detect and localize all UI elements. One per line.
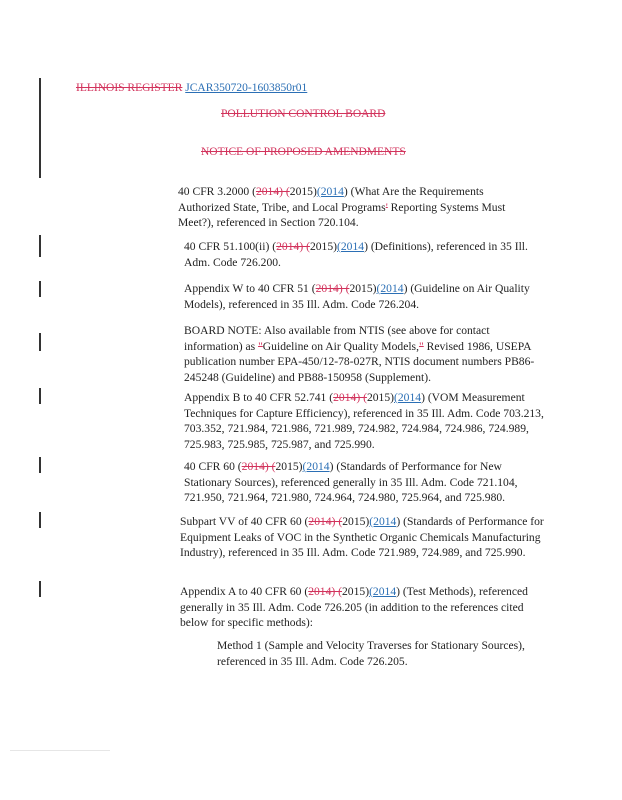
reference-paragraph <box>178 184 538 231</box>
deleted-text: 2014) ( <box>315 282 350 295</box>
board-title: POLLUTION CONTROL BOARD <box>221 108 386 120</box>
reference-paragraph <box>184 390 544 452</box>
deleted-text: " <box>258 339 263 353</box>
text: ) (Test Methods), referenced generally in 35 Ill. Adm. Code 726.205 (in addition to the references cited below for specific methods): <box>180 585 528 630</box>
inserted-text: (2014 <box>394 391 422 404</box>
text: ) (Standards of Performance for New Stationary Sources), referenced generally in 35 Ill. Adm. Code 721.104, 721.950, 721.964, 721.980, 724.964, 724.980, 725.964, and 725.980. <box>184 460 518 505</box>
text: Appendix W to 40 CFR 51 ( <box>184 282 316 295</box>
register-header <box>76 82 307 94</box>
reference-paragraph <box>180 514 544 561</box>
text: 2015) <box>275 460 303 473</box>
deleted-text: 2014) ( <box>241 460 276 473</box>
text: 2015) <box>342 585 370 598</box>
register-deleted: ILLINOIS REGISTER <box>76 82 183 94</box>
inserted-text: (2014 <box>337 240 365 253</box>
text: ) (Definitions), referenced in 35 Ill. Adm. Code 726.200. <box>184 240 528 269</box>
reference-paragraph <box>184 281 544 312</box>
text: Revised 1986, USEPA publication number EPA-450/12-78-027R, NTIS document numbers PB86-245248 (Guideline) and PB88-150958 (Supplement). <box>184 339 535 384</box>
change-bar <box>39 457 41 473</box>
scan-mark <box>10 750 110 751</box>
reference-paragraph <box>184 239 544 270</box>
text: 2015) <box>342 515 370 528</box>
text: ) (Guideline on Air Quality Models), referenced in 35 Ill. Adm. Code 726.204. <box>184 282 530 311</box>
text: 2015) <box>349 282 377 295</box>
inserted-text: (2014 <box>369 585 397 598</box>
text: 2015) <box>309 240 337 253</box>
reference-paragraph <box>184 459 544 506</box>
text: 40 CFR 3.2000 ( <box>178 185 256 198</box>
text: 40 CFR 51.100(ii) ( <box>184 240 277 253</box>
board-note <box>184 323 544 385</box>
deleted-text: ' <box>385 200 388 214</box>
deleted-text: 2014) ( <box>276 240 310 253</box>
text: ) (Standards of Performance for Equipment Leaks of VOC in the Synthetic Organic Chemicals Manufacturing Industry), referenced in 35 Ill. Adm. Code 721.989, 724.989, and 725.990. <box>180 515 544 560</box>
text: ) (VOM Measurement Techniques for Capture Efficiency), referenced in 35 Ill. Adm. Code 703.213, 703.352, 721.984, 721.986, 721.989, 724.982, 724.984, 724.986, 724.989, 725.983, 725.985, 725.987, and 725.990. <box>184 391 544 451</box>
text: BOARD NOTE: Also available from NTIS (see above for contact information) as <box>184 324 490 353</box>
change-bar <box>39 581 41 597</box>
text: 40 CFR 60 ( <box>184 460 242 473</box>
inserted-text: (2014 <box>369 515 397 528</box>
text: 2015) <box>289 185 317 198</box>
inserted-text: (2014 <box>302 460 330 473</box>
text: ) (What Are the Requirements Authorized State, Tribe, and Local Programs <box>178 185 484 214</box>
change-bar <box>39 388 41 404</box>
notice-title: NOTICE OF PROPOSED AMENDMENTS <box>201 146 406 158</box>
method-paragraph <box>217 638 544 669</box>
change-bar <box>39 281 41 297</box>
reference-paragraph <box>180 584 544 631</box>
text: 2015) <box>366 391 394 404</box>
text: Guideline on Air Quality Models, <box>262 339 419 353</box>
register-inserted: JCAR350720-1603850r01 <box>185 82 308 94</box>
change-bar <box>39 78 41 178</box>
text: Reporting Systems Must Meet?), referenced in Section 720.104. <box>178 200 506 230</box>
change-bar <box>39 512 41 528</box>
deleted-text: 2014) ( <box>308 515 343 528</box>
deleted-text: 2014) ( <box>255 185 290 198</box>
text: Subpart VV of 40 CFR 60 ( <box>180 515 309 528</box>
inserted-text: (2014 <box>316 185 344 198</box>
inserted-text: (2014 <box>376 282 404 295</box>
change-bar <box>39 235 41 257</box>
text: Appendix A to 40 CFR 60 ( <box>180 585 309 598</box>
deleted-text: 2014) ( <box>308 585 342 598</box>
change-bar <box>39 333 41 351</box>
deleted-text: " <box>418 339 424 353</box>
text: Method 1 (Sample and Velocity Traverses for Stationary Sources), referenced in 35 Ill. Adm. Code 726.205. <box>217 639 525 668</box>
deleted-text: 2014) ( <box>333 391 367 404</box>
text: Appendix B to 40 CFR 52.741 ( <box>184 391 334 404</box>
